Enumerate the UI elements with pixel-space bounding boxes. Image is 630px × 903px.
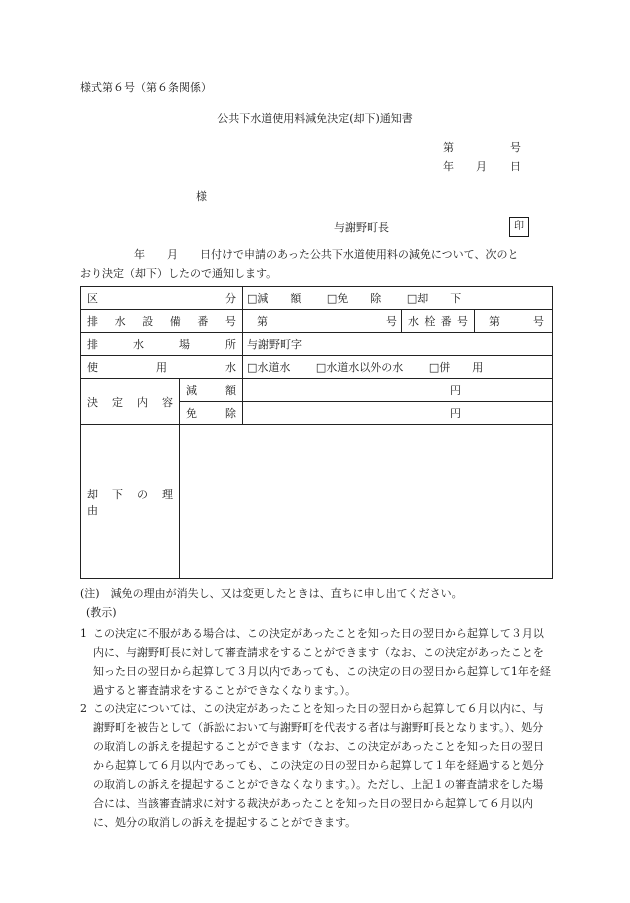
reduction-amount-field[interactable] (243, 379, 553, 402)
water-option-combined[interactable]: □併 用 (428, 361, 484, 374)
row-drain-number (81, 310, 553, 333)
row-reject-reason (81, 425, 553, 579)
instruction-item-1-text: この決定に不服がある場合は、この決定があったことを知った日の翌日から起算して３月以内に、与謝野町長に対して審査請求をすることができます（なお、この決定があったことを知った日の翌日から起算して３月以内であっても、この決定の日の翌日から起算して1年を経過すると審査請求をすることができなくなります。）。 (93, 627, 551, 697)
meter-number-field[interactable] (475, 310, 553, 333)
instruction-heading: (教示) (86, 606, 117, 619)
category-options (243, 287, 553, 310)
intro-paragraph (80, 245, 550, 283)
decision-label: 決 定 内 容 (81, 379, 180, 425)
row-category (81, 287, 553, 310)
drain-number-dai: 第 (257, 315, 268, 328)
water-option-other[interactable]: □水道水以外の水 (315, 361, 404, 374)
meter-number-go: 号 (533, 315, 544, 328)
notice-form-table (80, 286, 553, 579)
recipient-suffix: 様 (196, 190, 207, 203)
water-type-label: 使 用 水 (81, 356, 243, 379)
instruction-item-2-text: この決定については、この決定があったことを知った日の翌日から起算して６月以内に、与謝野町を被告として（訴訟において与謝野町を代表する者は与謝野町長となります。）、処分の取消しの訴えを提起することができます（なお、この決定があったことを知った日の翌日から起算して６月以内であっても、この決定の日の翌日から起算して１年を経過すると処分の取消しの訴えを提起することができなくなります。）。ただし、上記１の審査請求をした場合には、当該審査請求に対する裁決があったことを知った日の翌日から起算して６月以内に、処分の取消しの訴えを提起することができます。 (93, 702, 544, 829)
location-label: 排 水 場 所 (81, 333, 243, 356)
instruction-item-1 (80, 624, 552, 700)
note: (注) 減免の理由が消失し、又は変更したときは、直ちに申し出てください。 (80, 587, 463, 600)
instruction-item-1-number: 1 (80, 627, 87, 640)
category-option-exemption[interactable]: □免 除 (326, 292, 382, 305)
instruction-item-2-number: 2 (80, 702, 87, 715)
exemption-label: 免 除 (180, 402, 243, 425)
meter-number-label: 水栓番号 (402, 310, 475, 333)
date-day: 日 (510, 160, 521, 173)
doc-number-go: 号 (510, 141, 521, 154)
water-option-tap[interactable]: □水道水 (247, 361, 291, 374)
row-decision-reduction (81, 379, 553, 402)
exemption-amount-field[interactable] (243, 402, 553, 425)
location-field[interactable]: 与謝野町字 (243, 333, 553, 356)
reduction-unit: 円 (450, 384, 461, 397)
intro-line-1: 年 月 日付けで申請のあった公共下水道使用料の減免について、次のと (134, 248, 519, 261)
drain-number-field[interactable] (243, 310, 402, 333)
exemption-unit: 円 (450, 407, 461, 420)
intro-line-2: おり決定（却下）したので通知します。 (80, 267, 278, 280)
drain-number-go: 号 (386, 315, 397, 328)
reject-reason-field[interactable] (180, 425, 553, 579)
form-id: 様式第６号（第６条関係） (80, 81, 212, 94)
row-water-type (81, 356, 553, 379)
issuer: 与謝野町長 (334, 221, 389, 234)
water-type-options (243, 356, 553, 379)
category-option-rejection[interactable]: □却 下 (406, 292, 462, 305)
meter-number-dai: 第 (489, 315, 500, 328)
row-location (81, 333, 553, 356)
category-label: 区 分 (81, 287, 243, 310)
date-year: 年 (443, 160, 454, 173)
reduction-label: 減 額 (180, 379, 243, 402)
seal-mark: 印 (509, 217, 529, 237)
drain-number-label: 排水設備番号 (81, 310, 243, 333)
reject-reason-label: 却 下 の 理 由 (81, 425, 180, 579)
date-month: 月 (476, 160, 487, 173)
instruction-item-2 (80, 699, 552, 832)
doc-number-dai: 第 (443, 141, 454, 154)
category-option-reduction[interactable]: □減 額 (247, 292, 302, 305)
page-title: 公共下水道使用料減免決定(却下)通知書 (217, 112, 413, 125)
